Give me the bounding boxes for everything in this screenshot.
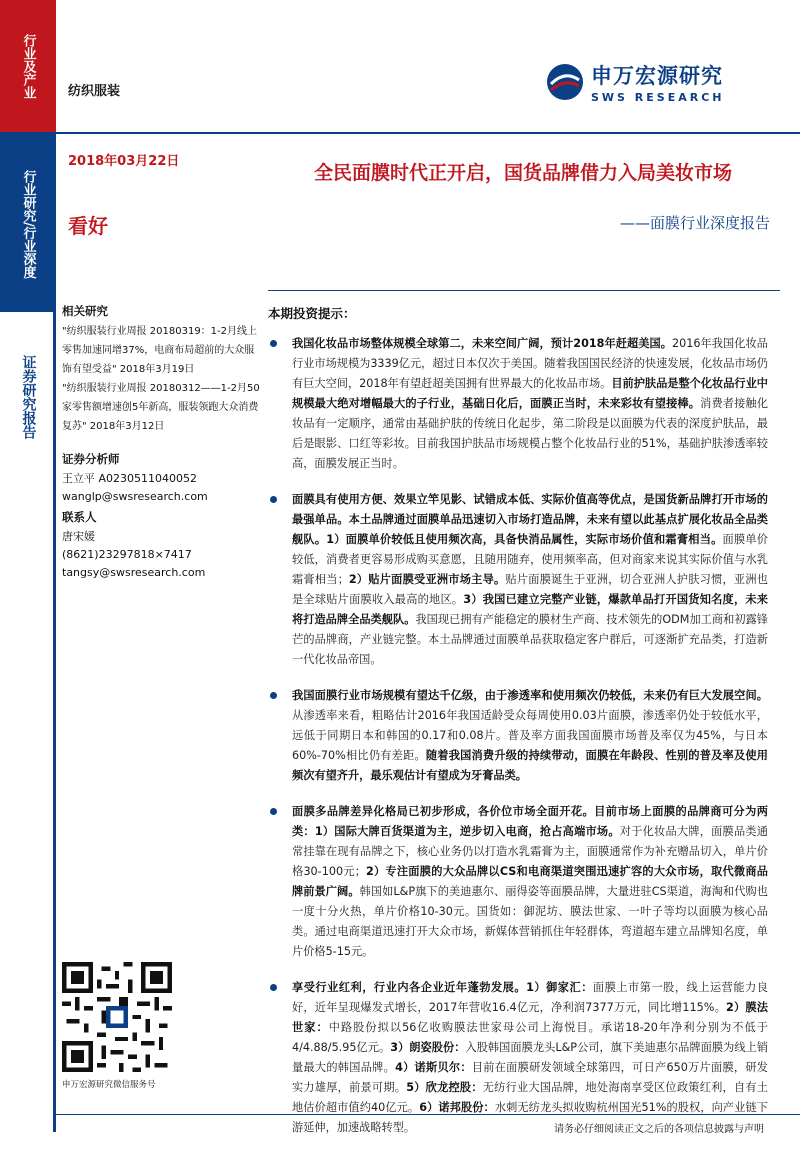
qr-caption: 申万宏源研究微信服务号 (62, 1080, 156, 1090)
contact-phone: (8621)23297818×7417 (62, 548, 192, 561)
side-banner (0, 0, 56, 1132)
bullet-dot-icon (270, 340, 277, 347)
bullet-text: 消费者接触化妆品有一定顺序，通常由基础护肤的传统日化起步，第二阶段是以面膜为代表的深度护肤品，最后是眼影、口红等彩妆。目前我国护肤品市场规模占整个化妆品行业的51%，基础护肤渗透率较高，面膜发展正当时。 (292, 397, 768, 470)
bullet-text: 无纺行业大国品牌，地处海南享受区位政策红利，自有土地估价超市值约40亿元。 (292, 1081, 768, 1114)
header-divider (56, 132, 800, 134)
qr-code-icon (62, 962, 172, 1072)
report-title: 全民面膜时代正开启，国货品牌借力入局美妆市场 (313, 162, 732, 184)
footer-divider (56, 1114, 800, 1115)
bullet-text: 中路股份拟以56亿收购膜法世家母公司上海悦目。承诺18-20年净利分别为不低于4/4.88/5.95亿元。 (292, 1021, 768, 1054)
bullet-bold: 3）我国已建立完整产业链，爆款单品打开国货知名度，未来将打造品牌全品类舰队。 (292, 593, 768, 626)
related-item: "纺织服装行业周报 20180312——1-2月50家零售额增速创5年新高，服装领跑大众消费复苏" 2018年3月12日 (62, 383, 260, 432)
bullet-text: 水刺无纺龙头拟收购杭州国光51%的股权，向产业链下游延伸，加速战略转型。 (292, 1101, 768, 1134)
side-label-securities: 证券研究报告 (20, 355, 37, 439)
bullet-text: 面膜上市第一股，线上运营能力良好，近年呈现爆发式增长，2017年营收16.4亿元，净利润7377万元，同比增115%。 (292, 981, 768, 1014)
bullet-bold: 2）膜法世家： (292, 1001, 768, 1034)
qr-code-block (62, 962, 172, 1090)
side-banner-bottom (0, 312, 56, 1132)
report-date: 2018年03月22日 (68, 154, 180, 169)
bullet-text: 面膜单价较低，消费者更容易形成购买意愿，且随用随弃，使用频率高，但对商家来说其实际价值与水乳霜膏相当； (292, 533, 768, 586)
related-item: "纺织服装行业周报 20180319：1-2月线上零售加速同增37%，电商布局超前的大众服饰有望受益" 2018年3月19日 (62, 326, 258, 375)
bullet-item (268, 802, 768, 962)
bullet-dot-icon (270, 808, 277, 815)
logo-english: SWS RESEARCH (591, 91, 725, 104)
bullet-bold: 我国面膜行业市场规模有望达千亿级，由于渗透率和使用频次仍较低，未来仍有巨大发展空间。 (292, 689, 768, 702)
bullet-text: 韩国如L&P旗下的美迪惠尔、丽得姿等面膜品牌，大量进驻CS渠道，海淘和代购也一度十分火热，单片价格10-30元。国货如：御泥坊、膜法世家、一叶子等均以面膜为核心品类。通过电商渠道迅速打开大众市场，新媒体营销抓住年轻群体，弯道超车建立品牌知名度，单片价格5-15元。 (292, 885, 768, 958)
bullet-bold: 享受行业红利，行业内各企业近年蓬勃发展。1）御家汇： (292, 981, 593, 994)
side-label-report-type: 行业研究/行业深度 (20, 169, 36, 279)
bullet-dot-icon (270, 692, 277, 699)
bullet-text: 入股韩国面膜龙头L&P公司，旗下美迪惠尔品牌面膜为线上销量最大的韩国品牌。 (292, 1041, 768, 1074)
bullet-bold: 6）诺邦股份： (419, 1101, 495, 1114)
bullet-bold: 我国化妆品市场整体规模全球第二，未来空间广阔，预计2018年赶超美国。 (292, 337, 673, 350)
logo-chinese: 申万宏源研究 (591, 64, 723, 88)
bullet-item (268, 686, 768, 786)
bullet-bold: 目前护肤品是整个化妆品行业中规模最大绝对增幅最大的子行业，基础日化后，面膜正当时，未来彩妆有望接棒。 (292, 377, 768, 410)
analyst-name: 王立平 A0230511040052 (62, 472, 198, 485)
left-column (62, 302, 262, 592)
bullet-bold: 3）朗姿股份： (390, 1041, 466, 1054)
contact-email: tangsy@swsresearch.com (62, 566, 206, 579)
bullet-text: 贴片面膜诞生于亚洲，切合亚洲人护肤习惯，亚洲也是全球贴片面膜收入最高的地区。 (292, 573, 768, 606)
contact-name: 唐宋媛 (62, 530, 95, 543)
rating: 看好 (68, 214, 108, 238)
report-subtitle: ——面膜行业深度报告 (619, 214, 770, 232)
industry-label: 纺织服装 (68, 84, 121, 99)
main-divider (268, 290, 780, 291)
bullet-bold: 2）专注面膜的大众品牌以CS和电商渠道突围迅速扩容的大众市场，取代微商品牌前景广阔。 (292, 865, 768, 898)
disclaimer-note: 请务必仔细阅读正文之后的各项信息披露与声明 (554, 1124, 764, 1135)
bullet-bold: 面膜多品牌差异化格局已初步形成，各价位市场全面开花。目前市场上面膜的品牌商可分为两类：1）国际大牌百货渠道为主，逆步切入电商，抢占高端市场。 (292, 805, 768, 838)
bullet-text: 我国现已拥有产能稳定的膜材生产商、技术领先的ODM加工商和初露锋芒的品牌商，产业链完整。本土品牌通过面膜单品获取稳定客户群后，可逐渐扩充品类，打造新一代化妆品帝国。 (292, 613, 768, 666)
company-logo (545, 60, 725, 104)
bullet-bold: 面膜具有使用方便、效果立竿见影、试错成本低、实际价值高等优点，是国货新品牌打开市场的最强单品。本土品牌通过面膜单品迅速切入市场打造品牌，未来有望以此基点扩展化妆品全品类舰队。1）面膜单价较低且使用频次高，具备快消品属性，实际市场价值和霜膏相当。 (292, 493, 768, 546)
bullet-dot-icon (270, 984, 277, 991)
related-research-head: 相关研究 (62, 304, 108, 318)
contact-head: 联系人 (62, 510, 97, 524)
analyst-email: wanglp@swsresearch.com (62, 490, 208, 503)
bullet-text: 对于化妆品大牌，面膜品类通常挂靠在现有品牌之下，核心业务仍以打造水乳霜膏为主，面膜通常作为补充赠品切入，单片价格30-100元； (292, 825, 768, 878)
bullet-text: 从渗透率来看，粗略估计2016年我国适龄受众每周使用0.03片面膜，渗透率仍处于较低水平，远低于同期日本和韩国的0.17和0.08片。普及率方面我国面膜市场普及率仅为45%，与日本60%-70%相比仍有差距。 (292, 709, 768, 762)
bullet-dot-icon (270, 496, 277, 503)
bullet-item (268, 490, 768, 670)
bullet-text: 2016年我国化妆品行业市场规模为3339亿元，超过日本仅次于美国。随着我国国民经济的快速发展，化妆品市场仍有巨大空间，2018年有望赶超美国拥有世界最大的化妆品市场。 (292, 337, 768, 390)
analyst-head: 证券分析师 (62, 452, 120, 466)
bullet-bold: 4）诺斯贝尔： (395, 1061, 472, 1074)
bullet-bold: 2）贴片面膜受亚洲市场主导。 (348, 573, 506, 586)
bullet-bold: 5）欣龙控股： (406, 1081, 483, 1094)
logo-mark-icon (545, 62, 585, 102)
bullet-text: 目前在面膜研发领域全球第四，可日产650万片面膜，研发实力雄厚，前景可期。 (292, 1061, 768, 1094)
section-heading: 本期投资提示： (268, 306, 356, 321)
side-banner-top (0, 0, 56, 132)
investment-highlights (268, 304, 768, 1154)
side-banner-mid (0, 132, 56, 312)
related-research (62, 302, 262, 436)
bullet-bold: 随着我国消费升级的持续带动，面膜在年龄段、性别的普及率及使用频次有望齐升，最乐观估计有望成为牙膏品类。 (292, 749, 768, 782)
bullet-item (268, 334, 768, 474)
side-label-industry: 行业及产业 (20, 33, 36, 99)
analyst-info (62, 450, 262, 582)
